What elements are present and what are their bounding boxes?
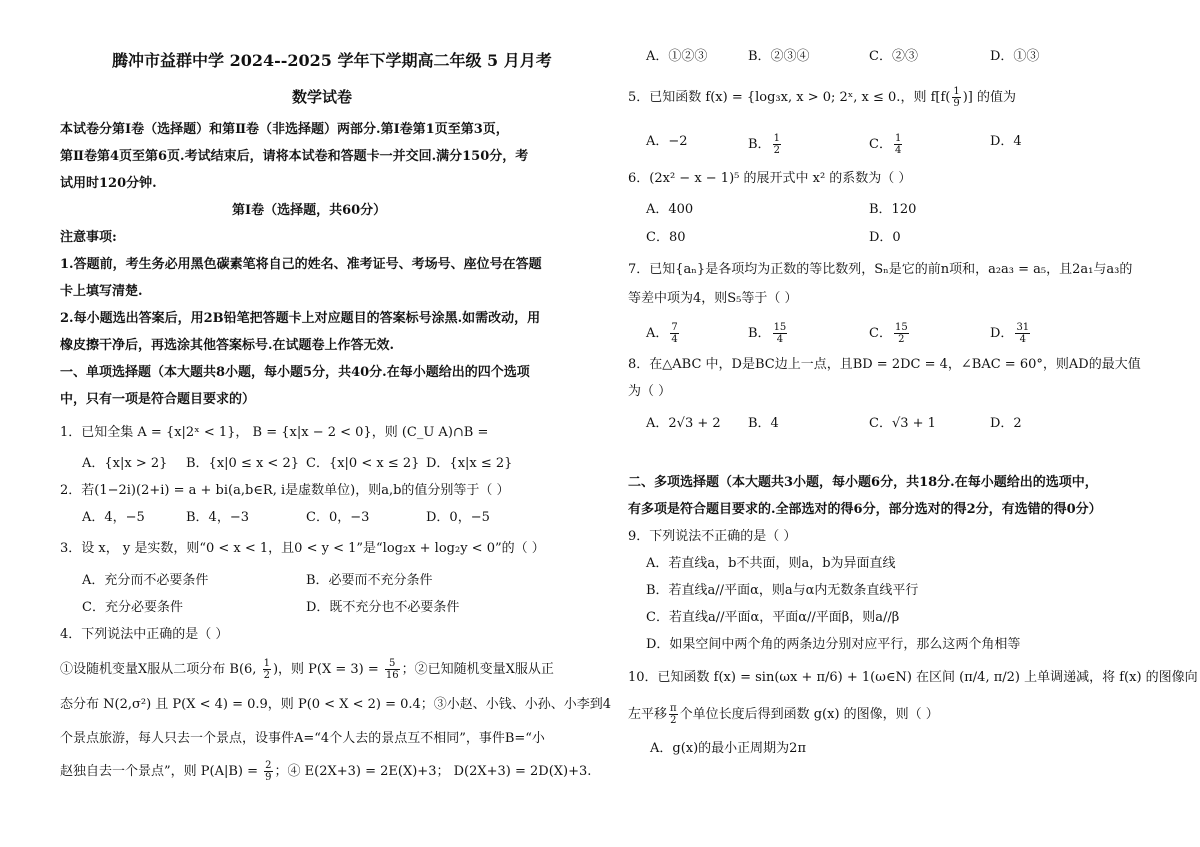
q1-option-b[interactable]: B．{x|0 ≤ x < 2} — [186, 456, 299, 471]
notice-title: 注意事项: — [60, 230, 117, 245]
q4-text: ；④ E(2X+3) = 2E(X)+3； D(2X+3) = 2D(X)+3. — [274, 764, 592, 779]
q4-option-b[interactable]: B．②③④ — [748, 49, 810, 64]
q5-option-d[interactable]: D．4 — [990, 134, 1022, 149]
q8-option-a[interactable]: A．2√3 + 2 — [646, 416, 721, 431]
q4-option-a[interactable]: A．①②③ — [646, 49, 708, 64]
q4-statement-line: 个景点旅游，每人只去一个景点，设事件A=“4个人去的景点互不相同”，事件B=“小 — [60, 731, 545, 746]
q8-option-c[interactable]: C．√3 + 1 — [869, 416, 936, 431]
q9-option-c[interactable]: C．若直线a//平面α，平面α//平面β，则a//β — [646, 610, 900, 625]
intro-line: 本试卷分第Ⅰ卷（选择题）和第Ⅱ卷（非选择题）两部分.第Ⅰ卷第1页至第3页， — [60, 122, 509, 137]
q1-option-d[interactable]: D．{x|x ≤ 2} — [426, 456, 513, 471]
fraction-numerator: π — [670, 703, 677, 714]
fraction-numerator: 31 — [1016, 322, 1030, 333]
option-label: C． — [869, 137, 892, 152]
intro-line: 第Ⅱ卷第4页至第6页.考试结束后，请将本试卷和答题卡一并交回.满分150分，考 — [60, 149, 529, 164]
part1-title: 第Ⅰ卷（选择题，共60分） — [232, 203, 387, 218]
fraction-denominator: 2 — [898, 334, 905, 345]
q5-text: 5．已知函数 f(x) = {log₃x, x > 0; 2ˣ, x ≤ 0.，则 f[f( — [628, 90, 951, 105]
q3-option-a[interactable]: A．充分而不必要条件 — [82, 573, 209, 588]
q6-option-d[interactable]: D．0 — [869, 230, 901, 245]
q5-text: )] 的值为 — [962, 90, 1016, 105]
fraction-numerator: 15 — [894, 322, 908, 333]
intro-line: 试用时120分钟. — [60, 176, 157, 191]
q6-option-a[interactable]: A．400 — [646, 202, 694, 217]
exam-subtitle: 数学试卷 — [292, 88, 353, 106]
fraction-denominator: 2 — [670, 715, 677, 726]
fraction-numerator: 7 — [671, 322, 678, 333]
section2-heading: 有多项是符合题目要求的.全部选对的得6分，部分选对的得2分，有选错的得0分） — [628, 502, 1102, 517]
fraction-numerator: 1 — [894, 133, 902, 144]
q4-fraction — [263, 658, 271, 681]
q4-option-d[interactable]: D．①③ — [990, 49, 1040, 64]
fraction-numerator: 5 — [385, 658, 400, 670]
q2-stem: 2．若(1−2i)(2+i) = a + bi(a,b∈R, i是虚数单位)，则a,b的值分别等于（ ） — [60, 483, 510, 498]
q2-option-d[interactable]: D．0，−5 — [426, 510, 490, 525]
option-label: B． — [748, 137, 771, 152]
option-fraction — [894, 322, 909, 345]
q3-option-d[interactable]: D．既不充分也不必要条件 — [306, 600, 460, 615]
q2-option-b[interactable]: B．4，−3 — [186, 510, 249, 525]
q5-fraction — [952, 86, 960, 109]
q1-option-a[interactable]: A．{x|x > 2} — [82, 456, 168, 471]
section1-heading: 一、单项选择题（本大题共8小题，每小题5分，共40分.在每小题给出的四个选项 — [60, 365, 530, 380]
q10-option-a[interactable]: A．g(x)的最小正周期为2π — [650, 741, 807, 756]
q4-text: ①设随机变量X服从二项分布 B(6, — [60, 662, 261, 677]
q2-option-c[interactable]: C．0，−3 — [306, 510, 370, 525]
notice-line: 2.每小题选出答案后，用2B铅笔把答题卡上对应题目的答案标号涂黑.如需改动，用 — [60, 311, 541, 326]
option-fraction — [1015, 322, 1030, 345]
fraction-denominator: 2 — [263, 670, 270, 681]
option-label: D． — [990, 326, 1014, 341]
fraction-numerator: 1 — [953, 86, 960, 97]
q1-stem: 1．已知全集 A = {x|2ˣ < 1}， B = {x|x − 2 < 0}，则 (C_U A)∩B = — [60, 425, 489, 440]
section2-heading: 二、多项选择题（本大题共3小题，每小题6分，共18分.在每小题给出的选项中， — [628, 475, 1098, 490]
q5-option-a[interactable]: A．−2 — [646, 134, 688, 149]
fraction-denominator: 4 — [894, 145, 902, 156]
exam-title: 腾冲市益群中学 2024--2025 学年下学期高二年级 5 月月考 — [112, 51, 552, 70]
q5-option-c[interactable] — [869, 133, 904, 156]
fraction-numerator: 1 — [263, 658, 270, 669]
q8-stem: 为（ ） — [628, 384, 672, 399]
option-label: B． — [748, 326, 771, 341]
q10-stem — [628, 703, 939, 726]
q6-option-b[interactable]: B．120 — [869, 202, 917, 217]
fraction-numerator: 15 — [773, 322, 787, 333]
q4-text: 赵独自去一个景点”，则 P(A|B) = — [60, 764, 263, 779]
q8-option-d[interactable]: D．2 — [990, 416, 1022, 431]
q4-statement-line — [60, 658, 554, 681]
q4-statement-line — [60, 760, 591, 783]
option-fraction — [773, 322, 788, 345]
q6-option-c[interactable]: C．80 — [646, 230, 686, 245]
q7-option-d[interactable] — [990, 322, 1032, 345]
notice-line: 橡皮擦干净后，再选涂其他答案标号.在试题卷上作答无效. — [60, 338, 395, 353]
q5-option-b[interactable] — [748, 133, 783, 156]
fraction-denominator: 4 — [671, 334, 678, 345]
fraction-denominator: 4 — [1019, 334, 1026, 345]
fraction-numerator: 1 — [773, 133, 780, 144]
q6-stem: 6．(2x² − x − 1)⁵ 的展开式中 x² 的系数为（ ） — [628, 171, 912, 186]
q3-option-c[interactable]: C．充分必要条件 — [82, 600, 183, 615]
q8-option-b[interactable]: B．4 — [748, 416, 779, 431]
q7-option-c[interactable] — [869, 322, 911, 345]
fraction-denominator: 9 — [265, 772, 272, 783]
q2-option-a[interactable]: A．4，−5 — [82, 510, 145, 525]
q4-stem: 4．下列说法中正确的是（ ） — [60, 627, 229, 642]
option-fraction — [773, 133, 781, 156]
section1-heading: 中，只有一项是符合题目要求的） — [60, 392, 256, 407]
option-fraction — [894, 133, 902, 156]
q7-option-a[interactable] — [646, 322, 681, 345]
q10-fraction — [669, 703, 678, 726]
q7-stem: 等差中项为4，则S₅等于（ ） — [628, 291, 798, 306]
q9-option-b[interactable]: B．若直线a//平面α，则a与α内无数条直线平行 — [646, 583, 919, 598]
fraction-denominator: 4 — [776, 334, 784, 345]
q4-text: )，则 P(X = 3) = — [272, 662, 383, 677]
q4-statement-line: 态分布 N(2,σ²) 且 P(X < 4) = 0.9，则 P(0 < X < 2) = 0.4；③小赵、小钱、小孙、小李到4 — [60, 697, 612, 712]
q10-text: 个单位长度后得到函数 g(x) 的图像，则（ ） — [679, 707, 939, 722]
q7-option-b[interactable] — [748, 322, 789, 345]
q4-fraction — [385, 658, 400, 681]
notice-line: 卡上填写清楚. — [60, 284, 143, 299]
q3-stem: 3．设 x， y 是实数，则“0 < x < 1，且0 < y < 1”是“log₂x + log₂y < 0”的（ ） — [60, 541, 545, 556]
q10-text: 左平移 — [628, 707, 668, 722]
fraction-numerator: 2 — [265, 760, 272, 771]
option-fraction — [670, 322, 678, 345]
fraction-denominator: 2 — [773, 145, 780, 156]
q10-stem: 10．已知函数 f(x) = sin(ωx + π/6) + 1(ω∈N) 在区间 (π/4, π/2) 上单调递减，将 f(x) 的图像向 — [628, 670, 1198, 685]
fraction-denominator: 9 — [953, 98, 960, 109]
q1-option-c[interactable]: C．{x|0 < x ≤ 2} — [306, 456, 420, 471]
q9-option-a[interactable]: A．若直线a，b不共面，则a，b为异面直线 — [646, 556, 896, 571]
q5-stem — [628, 86, 1016, 109]
q9-option-d[interactable]: D．如果空间中两个角的两条边分别对应平行，那么这两个角相等 — [646, 637, 1021, 652]
q7-stem: 7．已知{aₙ}是各项均为正数的等比数列，Sₙ是它的前n项和，a₂a₃ = a₅，且2a₁与a₃的 — [628, 262, 1133, 277]
option-label: C． — [869, 326, 892, 341]
notice-line: 1.答题前，考生务必用黑色碳素笔将自己的姓名、准考证号、考场号、座位号在答题 — [60, 257, 542, 272]
q4-option-c[interactable]: C．②③ — [869, 49, 918, 64]
fraction-denominator: 16 — [385, 670, 399, 681]
q4-text: ；②已知随机变量X服从正 — [401, 662, 554, 677]
q4-fraction — [264, 760, 272, 783]
option-label: A． — [646, 326, 669, 341]
q8-stem: 8．在△ABC 中，D是BC边上一点，且BD = 2DC = 4，∠BAC = 60°，则AD的最大值 — [628, 357, 1141, 372]
q3-option-b[interactable]: B．必要而不充分条件 — [306, 573, 433, 588]
q9-stem: 9．下列说法不正确的是（ ） — [628, 529, 797, 544]
